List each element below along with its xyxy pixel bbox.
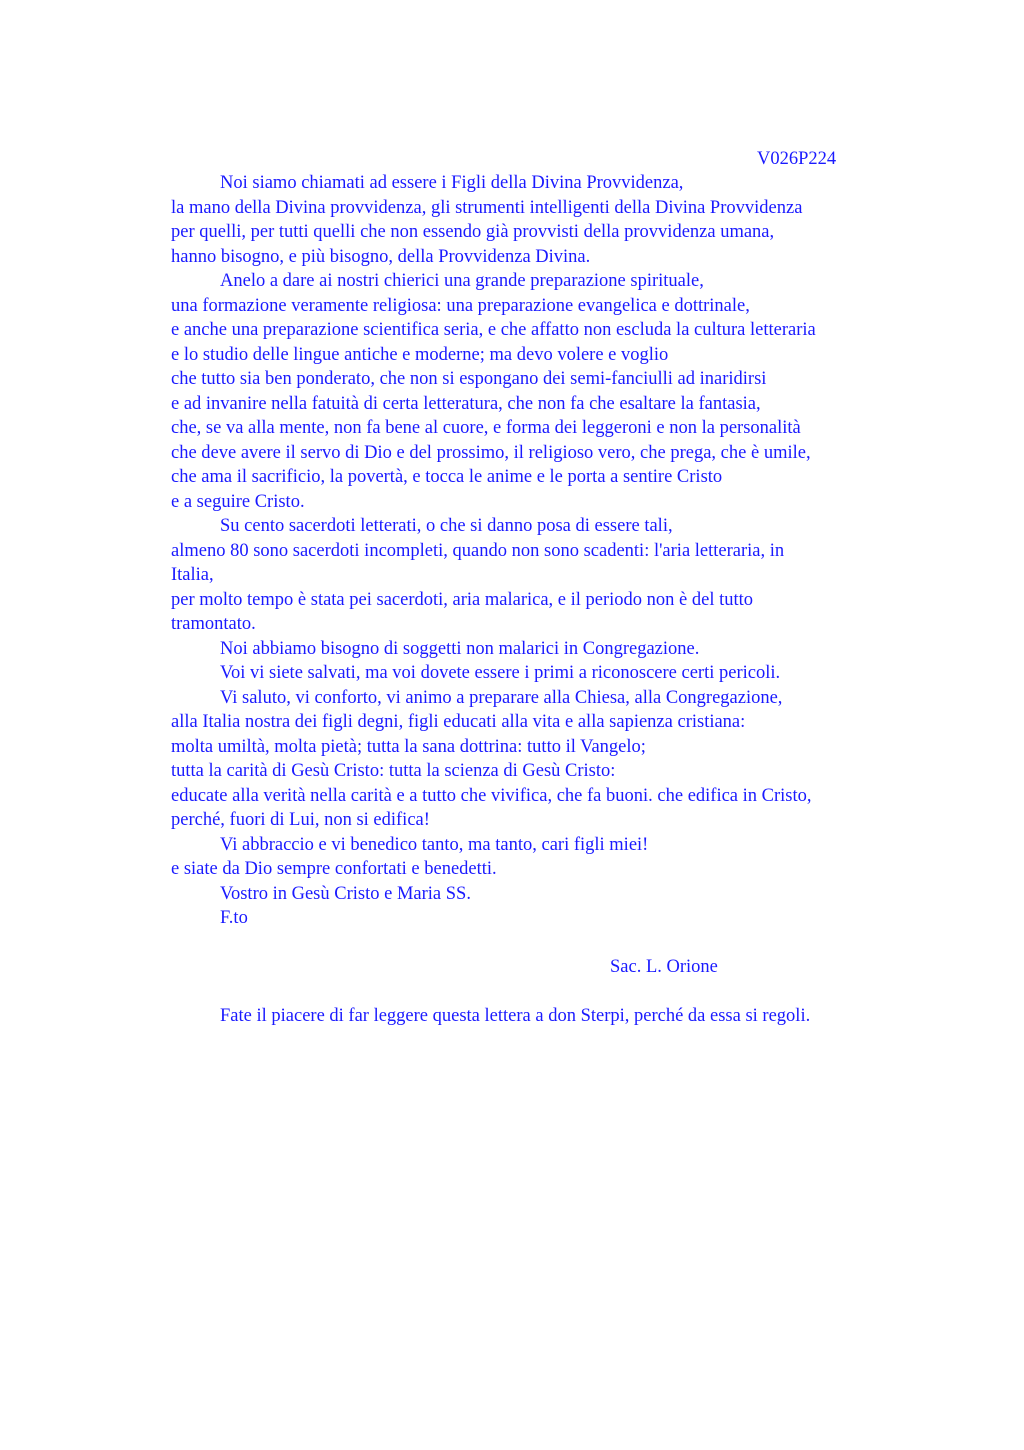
text-line: che, se va alla mente, non fa bene al cuore, e forma dei leggeroni e non la personalità <box>171 418 801 438</box>
text-line: educate alla verità nella carità e a tutto che vivifica, che fa buoni. che edifica in Cristo, <box>171 785 812 806</box>
text-line: Vi abbraccio e vi benedico tanto, ma tanto, cari figli miei! <box>220 834 649 855</box>
text-line: tramontato. <box>171 614 256 634</box>
text-line: che tutto sia ben ponderato, che non si espongano dei semi-fanciulli ad inaridirsi <box>171 369 767 389</box>
document-reference: V026P224 <box>757 149 837 169</box>
text-line: per molto tempo è stata pei sacerdoti, aria malarica, e il periodo non è del tutto <box>171 589 754 610</box>
text-line: Su cento sacerdoti letterati, o che si danno posa di essere tali, <box>220 516 673 536</box>
text-line: Anelo a dare ai nostri chierici una grande preparazione spirituale, <box>220 271 704 291</box>
blank-line <box>171 980 901 1005</box>
text-line: hanno bisogno, e più bisogno, della Provvidenza Divina. <box>171 246 591 267</box>
text-line: almeno 80 sono sacerdoti incompleti, quando non sono scadenti: l'aria letteraria, in <box>171 540 785 561</box>
text-line: la mano della Divina provvidenza, gli strumenti intelligenti della Divina Provvidenza <box>171 197 803 218</box>
text-line: tutta la carità di Gesù Cristo: tutta la scienza di Gesù Cristo: <box>171 761 616 781</box>
text-line: alla Italia nostra dei figli degni, figli educati alla vita e alla sapienza cristiana: <box>171 712 746 732</box>
letter-body <box>171 171 901 1029</box>
text-line: Noi siamo chiamati ad essere i Figli della Divina Provvidenza, <box>220 173 684 193</box>
text-line: perché, fuori di Lui, non si edifica! <box>171 810 430 830</box>
text-line: e siate da Dio sempre confortati e benedetti. <box>171 859 497 879</box>
text-line: e a seguire Cristo. <box>171 491 305 512</box>
text-line: Vostro in Gesù Cristo e Maria SS. <box>220 883 471 904</box>
text-line: Vi saluto, vi conforto, vi animo a preparare alla Chiesa, alla Congregazione, <box>220 687 783 708</box>
text-line: Noi abbiamo bisogno di soggetti non malarici in Congregazione. <box>220 638 700 659</box>
text-line: per quelli, per tutti quelli che non essendo già provvisti della provvidenza umana, <box>171 222 775 242</box>
text-line: che ama il sacrificio, la povertà, e tocca le anime e le porta a sentire Cristo <box>171 467 723 487</box>
text-line: e ad invanire nella fatuità di certa letteratura, che non fa che esaltare la fantasia, <box>171 393 761 414</box>
text-line: e lo studio delle lingue antiche e moderne; ma devo volere e voglio <box>171 344 669 365</box>
text-line: F.to <box>220 908 248 928</box>
signature: Sac. L. Orione <box>610 957 718 977</box>
text-line: Italia, <box>171 565 214 585</box>
text-line: che deve avere il servo di Dio e del prossimo, il religioso vero, che prega, che è umile, <box>171 442 811 463</box>
blank-line <box>171 931 901 956</box>
text-line: Voi vi siete salvati, ma voi dovete essere i primi a riconoscere certi pericoli. <box>220 663 781 683</box>
text-line: molta umiltà, molta pietà; tutta la sana dottrina: tutto il Vangelo; <box>171 736 646 757</box>
text-line: e anche una preparazione scientifica seria, e che affatto non escluda la cultura letteraria <box>171 320 816 340</box>
postscript: Fate il piacere di far leggere questa lettera a don Sterpi, perché da essa si regoli. <box>220 1006 811 1026</box>
text-line: una formazione veramente religiosa: una preparazione evangelica e dottrinale, <box>171 295 750 316</box>
